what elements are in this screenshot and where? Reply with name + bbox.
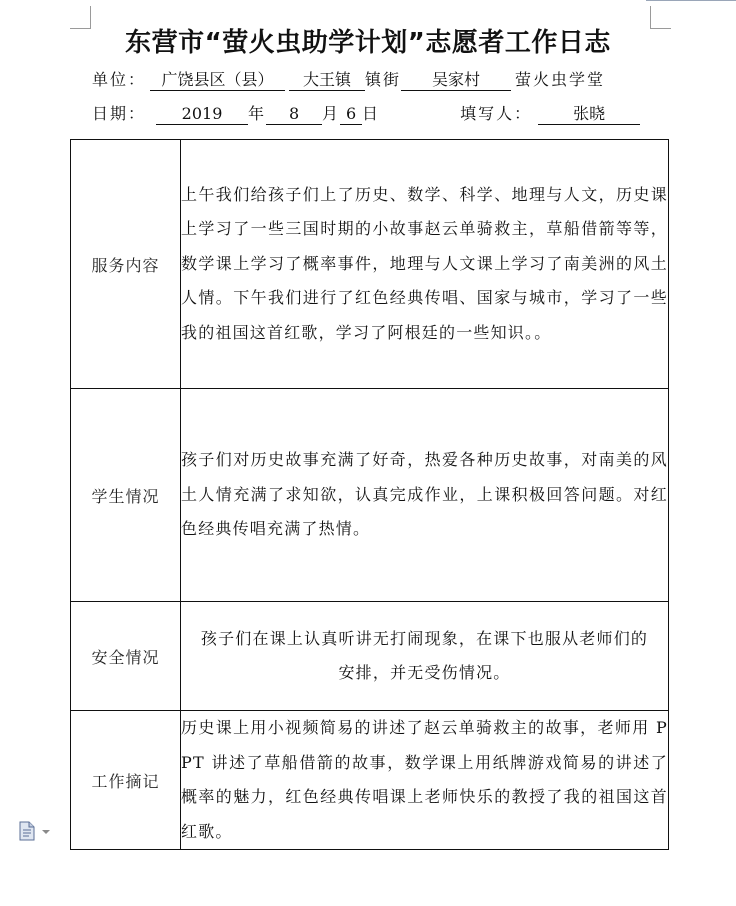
filler-field: 张晓 bbox=[538, 104, 640, 125]
date-label: 日期： bbox=[92, 104, 147, 123]
town-suffix-label: 镇街 bbox=[365, 70, 402, 89]
month-unit: 月 bbox=[322, 104, 341, 123]
filler-label: 填写人： bbox=[460, 104, 533, 123]
summary-label: 工作摘记 bbox=[71, 711, 181, 850]
safety-label: 安全情况 bbox=[71, 602, 181, 711]
top-border-line bbox=[646, 0, 736, 1]
students-content: 孩子们对历史故事充满了好奇，热爱各种历史故事，对南美的风土人情充满了求知欲，认真完成作业，上课积极回答问题。对红色经典传唱充满了热情。 bbox=[181, 389, 669, 602]
day-unit: 日 bbox=[362, 104, 381, 123]
work-log-table bbox=[70, 139, 669, 850]
unit-row bbox=[92, 68, 605, 92]
table-row bbox=[71, 711, 669, 850]
students-label: 学生情况 bbox=[71, 389, 181, 602]
month-field: 8 bbox=[266, 104, 322, 125]
school-name: 萤火虫学堂 bbox=[515, 70, 606, 89]
chevron-down-icon bbox=[42, 830, 50, 834]
safety-line-1: 孩子们在课上认真听讲无打闹现象，在课下也服从老师们的 bbox=[200, 628, 649, 648]
service-label: 服务内容 bbox=[71, 140, 181, 389]
date-row bbox=[92, 102, 640, 126]
table-row bbox=[71, 140, 669, 389]
village-field: 吴家村 bbox=[401, 70, 511, 91]
service-content: 上午我们给孩子们上了历史、数学、科学、地理与人文，历史课上学习了一些三国时期的小故事赵云单骑救主，草船借箭等等，数学课上学习了概率事件，地理与人文课上学习了南美洲的风土人情。下午我们进行了红色经典传唱、国家与城市，学习了一些我的祖国这首红歌，学习了阿根廷的一些知识。。 bbox=[181, 140, 669, 389]
day-field: 6 bbox=[340, 104, 362, 125]
table-row bbox=[71, 389, 669, 602]
town-field: 大王镇 bbox=[289, 70, 365, 91]
year-unit: 年 bbox=[248, 104, 267, 123]
page-title: 东营市“萤火虫助学计划”志愿者工作日志 bbox=[125, 28, 611, 58]
year-field: 2019 bbox=[156, 104, 248, 125]
summary-content: 历史课上用小视频简易的讲述了赵云单骑救主的故事，老师用 PPT 讲述了草船借箭的故事，数学课上用纸牌游戏简易的讲述了概率的魅力，红色经典传唱课上老师快乐的教授了我的祖国这首红歌。 bbox=[181, 711, 669, 850]
document-icon bbox=[16, 821, 56, 841]
safety-content bbox=[181, 602, 669, 711]
county-field: 广饶县区（县） bbox=[150, 70, 285, 91]
unit-label: 单位： bbox=[92, 70, 147, 89]
paste-options-button[interactable] bbox=[16, 821, 56, 841]
safety-line-2: 安排，并无受伤情况。 bbox=[338, 663, 511, 682]
table-row bbox=[71, 602, 669, 711]
